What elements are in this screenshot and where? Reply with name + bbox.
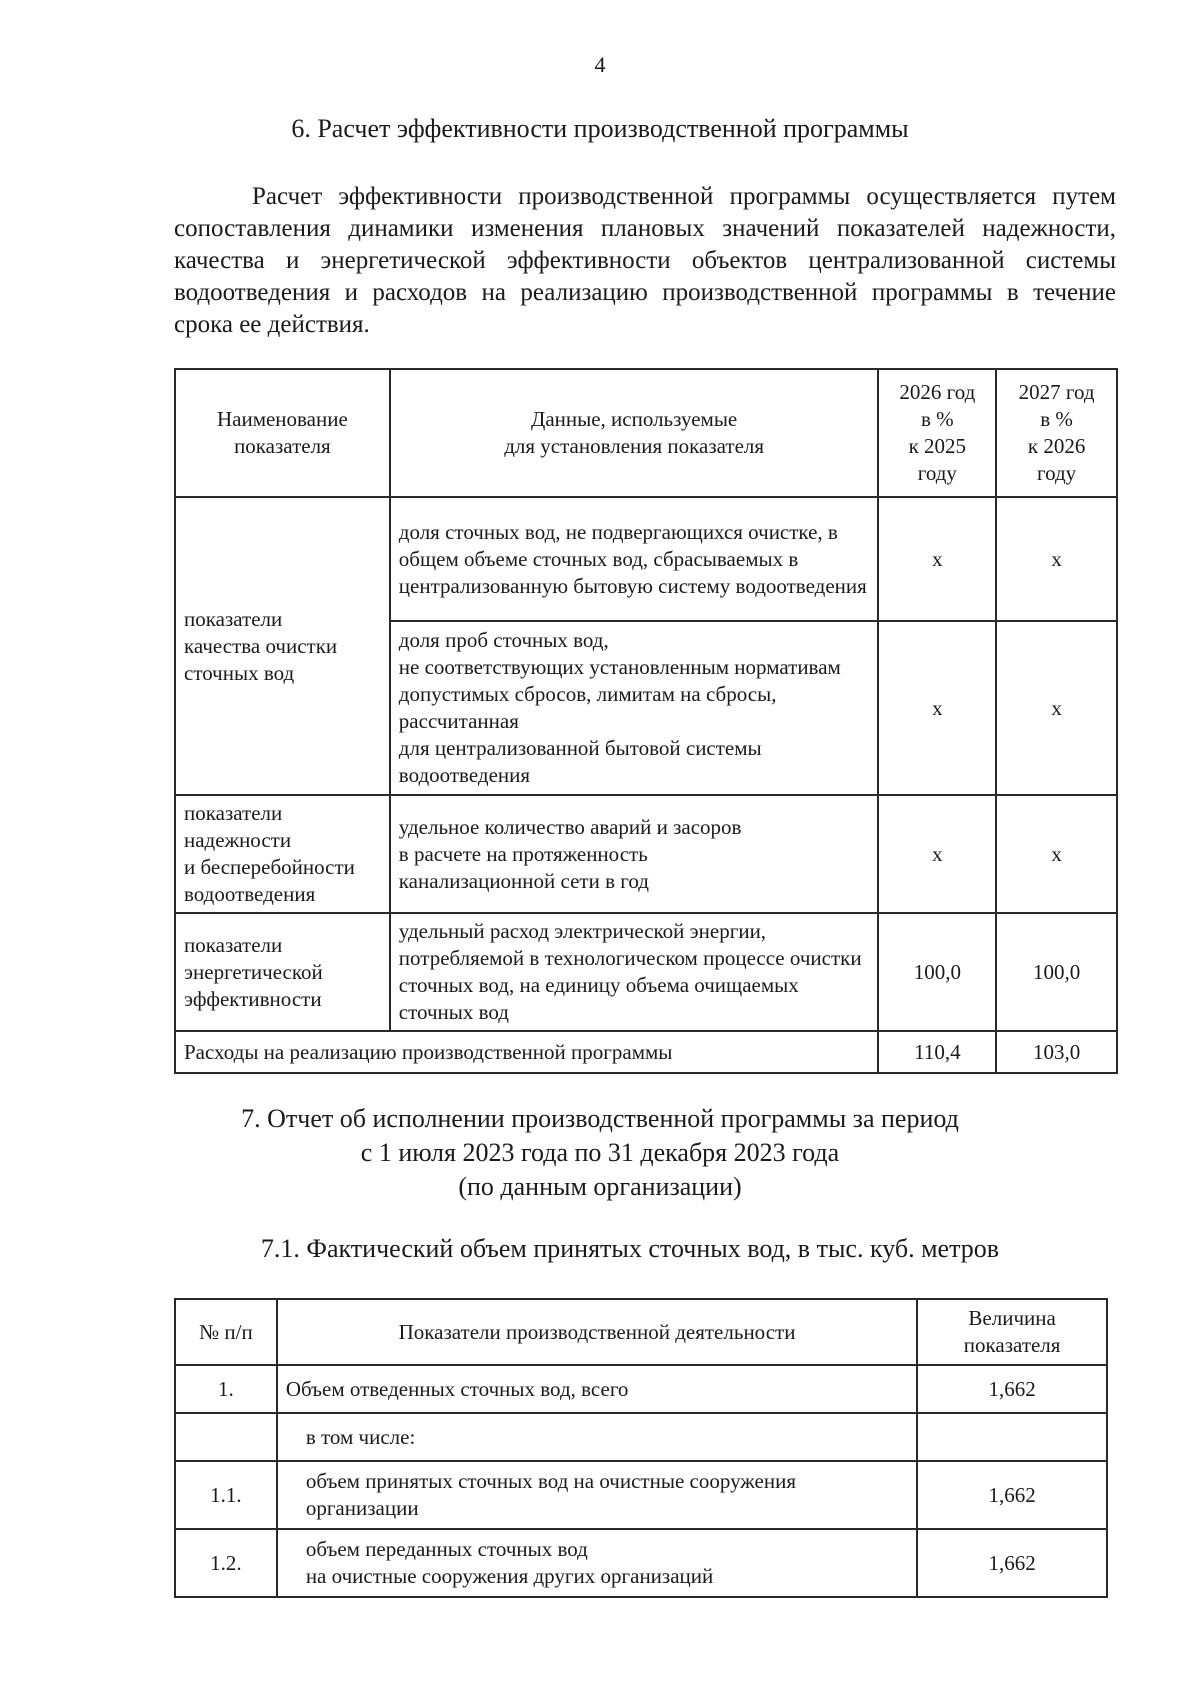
- row-number: 1.2.: [175, 1529, 277, 1597]
- table-row: [175, 795, 1117, 913]
- header-number: № п/п: [175, 1299, 277, 1365]
- section-7-title-line-3: (по данным организации): [458, 1172, 742, 1201]
- section-7-1-subtitle: 7.1. Фактический объем принятых сточных вод, в тыс. куб. метров: [260, 1234, 1000, 1263]
- total-value-2026: 110,4: [878, 1031, 996, 1073]
- efficiency-table: [174, 368, 1118, 1074]
- header-value: Величина показателя: [917, 1299, 1107, 1365]
- header-2026: 2026 год в % к 2025 году: [878, 369, 996, 497]
- row-value-2026: х: [878, 621, 996, 795]
- section-7-title-line-1: 7. Отчет об исполнении производственной программы за период: [241, 1104, 959, 1133]
- table-total-row: [175, 1031, 1117, 1073]
- group-name: показатели энергетической эффективности: [175, 913, 390, 1031]
- table-row: [175, 1529, 1107, 1597]
- table-header-row: [175, 369, 1117, 497]
- row-value: 1,662: [917, 1365, 1107, 1413]
- row-value-2027: х: [996, 497, 1117, 621]
- table-row: [175, 1365, 1107, 1413]
- header-2027: 2027 год в % к 2026 году: [996, 369, 1117, 497]
- group-name: показатели качества очистки сточных вод: [175, 497, 390, 795]
- table-header-row: [175, 1299, 1107, 1365]
- section-7-title-line-2: с 1 июля 2023 года по 31 декабря 2023 года: [360, 1138, 840, 1167]
- group-name: показатели надежности и бесперебойности водоотведения: [175, 795, 390, 913]
- table-row: [175, 1461, 1107, 1529]
- row-value: [917, 1413, 1107, 1461]
- wastewater-volume-table: [174, 1298, 1108, 1598]
- row-indicator: объем переданных сточных вод на очистные сооружения других организаций: [277, 1529, 917, 1597]
- row-data: удельный расход электрической энергии, потребляемой в технологическом процессе очистки сточных вод, на единицу объема очищаемых сточных вод: [390, 913, 879, 1031]
- header-indicator: Показатели производственной деятельности: [277, 1299, 917, 1365]
- row-value-2026: х: [878, 795, 996, 913]
- row-value-2026: х: [878, 497, 996, 621]
- row-value-2027: х: [996, 795, 1117, 913]
- section-6-title: 6. Расчет эффективности производственной программы: [291, 114, 909, 143]
- header-indicator-name: Наименование показателя: [175, 369, 390, 497]
- header-data-used: Данные, используемые для установления показателя: [390, 369, 879, 497]
- row-number: 1.1.: [175, 1461, 277, 1529]
- row-indicator: Объем отведенных сточных вод, всего: [277, 1365, 917, 1413]
- table-row: [175, 1413, 1107, 1461]
- row-indicator: в том числе:: [277, 1413, 917, 1461]
- row-number: [175, 1413, 277, 1461]
- row-number: 1.: [175, 1365, 277, 1413]
- page-number: 4: [594, 52, 606, 77]
- row-value-2027: х: [996, 621, 1117, 795]
- table-row: [175, 497, 1117, 621]
- row-data: удельное количество аварий и засоров в расчете на протяженность канализационной сети в год: [390, 795, 879, 913]
- row-indicator: объем принятых сточных вод на очистные сооружения организации: [277, 1461, 917, 1529]
- table-row: [175, 913, 1117, 1031]
- row-value-2027: 100,0: [996, 913, 1117, 1031]
- row-data: доля сточных вод, не подвергающихся очистке, в общем объеме сточных вод, сбрасываемых в централизованную бытовую систему водоотведения: [390, 497, 879, 621]
- row-value-2026: 100,0: [878, 913, 996, 1031]
- total-label: Расходы на реализацию производственной программы: [175, 1031, 878, 1073]
- section-6-paragraph: Расчет эффективности производственной программы осуществляется путем сопоставления динамики изменения плановых значений показателей надежности, качества и энергетической эффективности объектов централизованной системы водоотведения и расходов на реализацию производственной программы в течение срока ее действия.: [174, 183, 1116, 338]
- row-data: доля проб сточных вод, не соответствующих установленным нормативам допустимых сбросов, лимитам на сбросы, рассчитанная для централизованной бытовой системы водоотведения: [390, 621, 879, 795]
- total-value-2027: 103,0: [996, 1031, 1117, 1073]
- row-value: 1,662: [917, 1529, 1107, 1597]
- row-value: 1,662: [917, 1461, 1107, 1529]
